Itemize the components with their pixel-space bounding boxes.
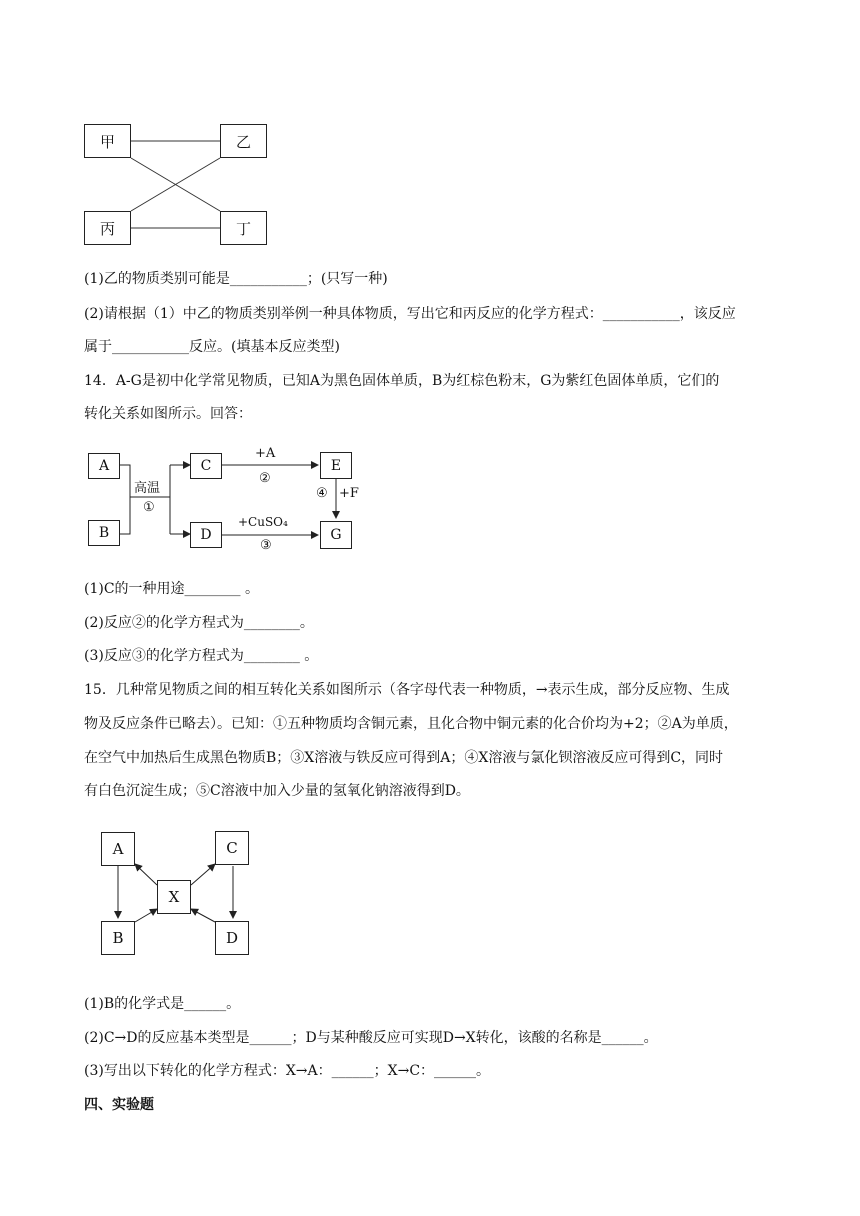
q15-part1: (1)B的化学式是______。 <box>84 996 241 1012</box>
q14-box-A: A <box>88 453 120 479</box>
q14-stem-line2: 转化关系如图所示。回答： <box>84 406 252 422</box>
q14-box-D: D <box>190 522 222 548</box>
q15-box-B: B <box>101 921 135 955</box>
q13-part2-line1: (2)请根据（1）中乙的物质类别举例一种具体物质，写出它和丙反应的化学方程式：___________，该反应 <box>84 306 736 322</box>
q14-condition-label: 高温 <box>134 481 161 496</box>
fig1-box-jia: 甲 <box>84 124 131 158</box>
q15-box-D: D <box>215 921 249 955</box>
q14-part1: (1)C的一种用途________ 。 <box>84 581 259 597</box>
q15-part3: (3)写出以下转化的化学方程式：X→A：______；X→C：______。 <box>84 1063 491 1079</box>
q14-part2: (2)反应②的化学方程式为________。 <box>84 615 314 631</box>
section-heading: 四、实验题 <box>84 1097 154 1113</box>
q15-part2: (2)C→D的反应基本类型是______；D与某种酸反应可实现D→X转化，该酸的名称是______。 <box>84 1030 658 1046</box>
q14-box-C: C <box>190 453 222 479</box>
q14-plus-F-label: +F <box>339 486 359 501</box>
q14-reaction-4-label: ④ <box>316 486 328 501</box>
q14-plus-A-label: +A <box>255 446 276 461</box>
fig1-box-ding: 丁 <box>220 211 267 245</box>
q14-reaction-3-label: ③ <box>260 538 272 553</box>
q15-box-C: C <box>215 831 249 865</box>
fig1-box-bing: 丙 <box>84 211 131 245</box>
q15-box-X: X <box>157 880 191 914</box>
q14-box-G: G <box>320 521 352 549</box>
q15-stem-line3: 在空气中加热后生成黑色物质B；③X溶液与铁反应可得到A；④X溶液与氯化钡溶液反应可得到C，同时 <box>84 750 724 766</box>
q14-reaction-1-label: ① <box>143 500 155 515</box>
q15-stem-line1: 15．几种常见物质之间的相互转化关系如图所示（各字母代表一种物质，→表示生成，部分反应物、生成 <box>84 682 730 698</box>
q15-box-A: A <box>101 832 135 866</box>
q14-plus-CuSO4-label: +CuSO₄ <box>238 515 288 529</box>
q15-stem-line2: 物及反应条件已略去）。已知：①五种物质均含铜元素，且化合物中铜元素的化合价均为+2；②A为单质， <box>84 716 738 732</box>
q13-part1: (1)乙的物质类别可能是___________；(只写一种) <box>84 271 388 287</box>
q15-stem-line4: 有白色沉淀生成；⑤C溶液中加入少量的氢氧化钠溶液得到D。 <box>84 783 470 799</box>
q14-reaction-2-label: ② <box>259 471 271 486</box>
q14-part3: (3)反应③的化学方程式为________ 。 <box>84 648 319 664</box>
q14-box-B: B <box>88 520 120 546</box>
q14-box-E: E <box>320 452 352 479</box>
q14-stem-line1: 14．A-G是初中化学常见物质，已知A为黑色固体单质，B为红棕色粉末，G为紫红色固体单质，它们的 <box>84 373 720 389</box>
fig1-box-yi: 乙 <box>220 124 267 158</box>
q13-part2-line2: 属于___________反应。(填基本反应类型) <box>84 339 340 355</box>
